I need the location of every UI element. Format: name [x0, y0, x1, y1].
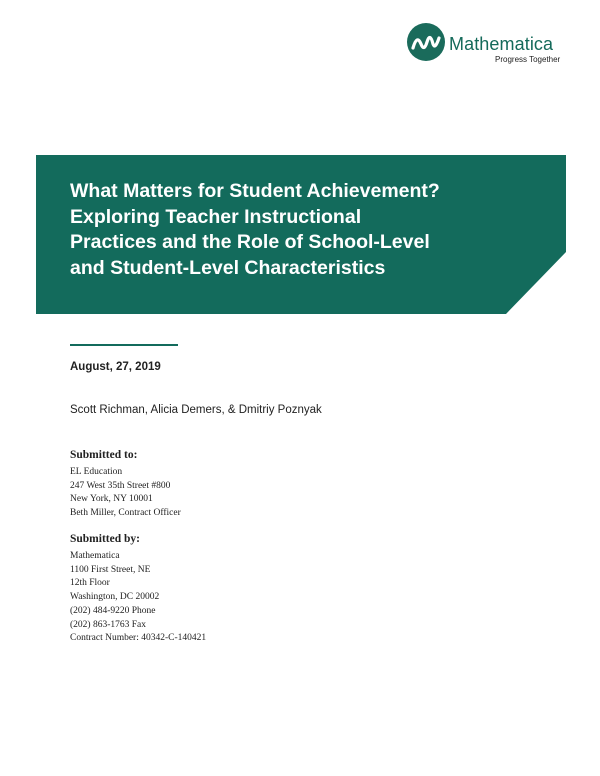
address-line: 247 West 35th Street #800: [70, 480, 171, 491]
report-authors: Scott Richman, Alicia Demers, & Dmitriy Poznyak: [70, 404, 322, 416]
address-line: (202) 863-1763 Fax: [70, 619, 146, 630]
address-line: Washington, DC 20002: [70, 592, 160, 603]
report-date: August, 27, 2019: [70, 361, 161, 373]
title-line: What Matters for Student Achievement?: [70, 180, 440, 202]
submitted-by-address: [70, 550, 206, 646]
address-line: Beth Miller, Contract Officer: [70, 508, 181, 519]
title-line: and Student-Level Characteristics: [70, 256, 386, 279]
submitted-by-heading: Submitted by:: [70, 533, 140, 545]
address-line: Contract Number: 40342-C-140421: [70, 633, 207, 644]
title-banner: [36, 155, 566, 314]
brand-name: Mathematica: [449, 34, 554, 54]
mathematica-m-icon: [406, 22, 446, 62]
report-title: [70, 179, 540, 281]
address-line: Mathematica: [70, 551, 120, 561]
title-line: Practices and the Role of School-Level: [70, 231, 430, 253]
submitted-to-address: [70, 466, 181, 521]
divider-rule: [70, 344, 178, 346]
submitted-to-heading: Submitted to:: [70, 449, 138, 461]
address-line: 1100 First Street, NE: [70, 564, 151, 575]
title-line: Exploring Teacher Instructional: [70, 205, 362, 228]
brand-tagline: Progress Together: [495, 55, 561, 64]
address-line: 12th Floor: [70, 578, 110, 589]
address-line: New York, NY 10001: [70, 494, 153, 505]
mathematica-logo: [406, 22, 576, 68]
address-line: EL Education: [70, 467, 123, 477]
address-line: (202) 484-9220 Phone: [70, 605, 156, 616]
